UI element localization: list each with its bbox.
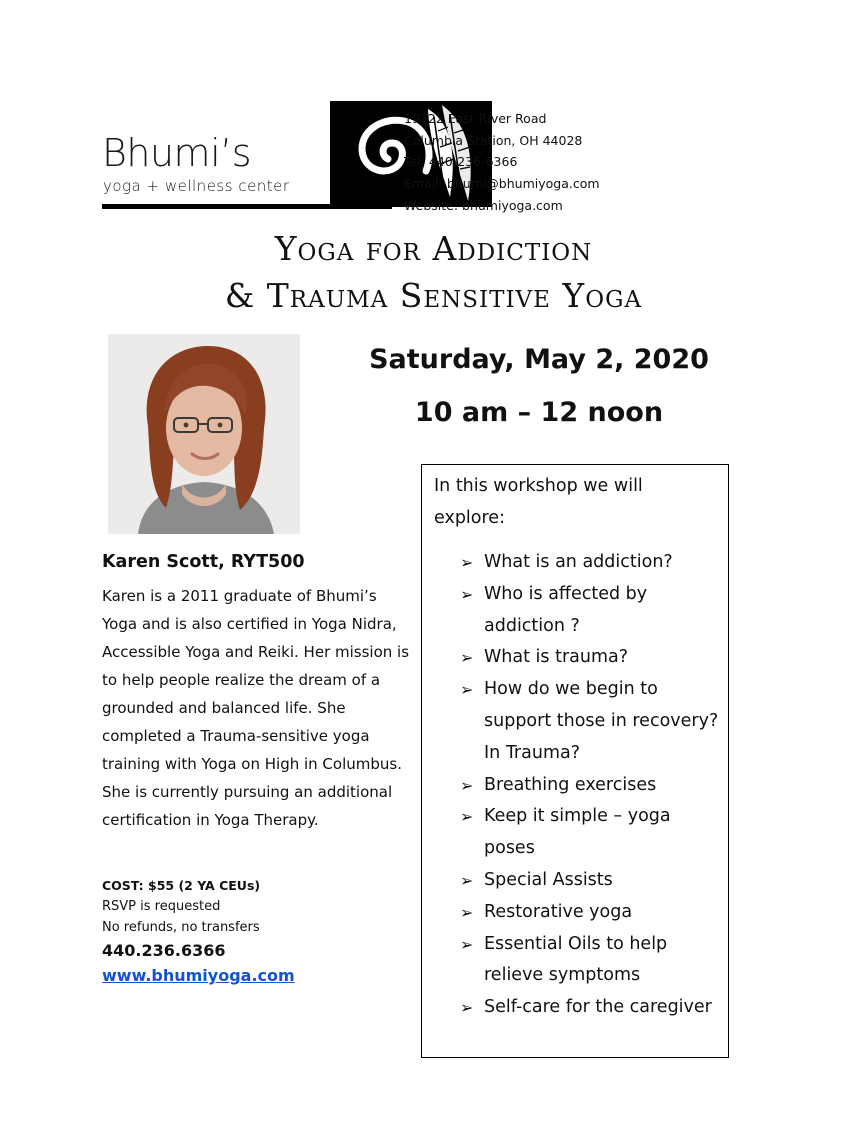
list-item-text: What is trauma? <box>484 647 629 668</box>
rsvp-note: RSVP is requested <box>102 899 221 914</box>
contact-email: Email: bhumi@bhumiyoga.com <box>404 176 600 192</box>
event-time: 10 am – 12 noon <box>414 397 664 428</box>
workshop-topics-box <box>421 464 729 1058</box>
arrow-bullet-icon: ➢ <box>460 902 474 922</box>
contact-address: 19322 East River Road <box>404 111 547 126</box>
list-item-text: Special Assists <box>484 869 613 890</box>
title-line-2: & Trauma Sensitive Yoga <box>224 276 643 315</box>
arrow-bullet-icon: ➢ <box>460 680 474 700</box>
cost-info: COST: $55 (2 YA CEUs) <box>102 878 261 893</box>
arrow-bullet-icon: ➢ <box>460 584 474 604</box>
list-item <box>422 992 730 1024</box>
list-item <box>422 897 730 929</box>
list-item <box>422 674 730 769</box>
list-item-text: Breathing exercises <box>484 774 657 795</box>
arrow-bullet-icon: ➢ <box>460 553 474 572</box>
contact-website: Website: bhumiyoga.com <box>404 197 563 213</box>
instructor-bio: Karen is a 2011 graduate of Bhumi’s Yoga and is also certified in Yoga Nidra, Accessible Yoga and Reiki. Her mission is to help people realize the dream of a grounded and balanced life. She completed a Trauma-sensitive yoga training with Yoga on High in Columbus. She is currently pursuing an additional certification in Yoga Therapy. <box>102 587 410 829</box>
list-item-text: How do we begin to support those in recovery? In Trauma? <box>484 679 719 763</box>
list-item-text: What is an addiction? <box>484 552 673 572</box>
list-item <box>422 929 730 993</box>
arrow-bullet-icon: ➢ <box>460 775 474 795</box>
logo-underline <box>102 204 392 209</box>
list-item <box>422 865 730 897</box>
website-link[interactable]: www.bhumiyoga.com <box>102 966 295 985</box>
list-item <box>422 801 730 865</box>
phone-number: 440.236.6366 <box>102 941 226 960</box>
list-item <box>422 770 730 802</box>
list-item-text: Who is affected by addiction ? <box>484 583 648 636</box>
brand-logo <box>102 101 392 209</box>
title-line-1: Yoga for Addiction <box>274 229 593 268</box>
instructor-name: Karen Scott, RYT500 <box>102 552 305 572</box>
list-item-text: Restorative yoga <box>484 901 633 922</box>
arrow-bullet-icon: ➢ <box>460 934 474 954</box>
contact-info <box>404 108 600 217</box>
workshop-intro: In this workshop we will explore: <box>434 476 643 528</box>
instructor-photo <box>108 334 300 534</box>
workshop-topic-list <box>422 547 730 1024</box>
list-item-text: Essential Oils to help relieve symptoms <box>484 933 668 986</box>
arrow-bullet-icon: ➢ <box>460 870 474 890</box>
logo-tagline: yoga + wellness center <box>103 177 290 195</box>
arrow-bullet-icon: ➢ <box>460 648 474 668</box>
arrow-bullet-icon: ➢ <box>460 998 474 1018</box>
refund-policy: No refunds, no transfers <box>102 920 260 935</box>
list-item <box>422 547 730 579</box>
list-item <box>422 642 730 674</box>
event-date: Saturday, May 2, 2020 <box>369 344 709 375</box>
contact-city: Columbia Station, OH 44028 <box>404 132 583 148</box>
list-item <box>422 579 730 643</box>
list-item-text: Self-care for the caregiver <box>484 997 712 1018</box>
logo-name: Bhumi’s <box>102 131 252 175</box>
instructor-portrait-image <box>108 334 300 534</box>
contact-tel: Tel: 440-236-6366 <box>404 154 518 170</box>
arrow-bullet-icon: ➢ <box>460 807 474 827</box>
list-item-text: Keep it simple – yoga poses <box>484 806 671 859</box>
